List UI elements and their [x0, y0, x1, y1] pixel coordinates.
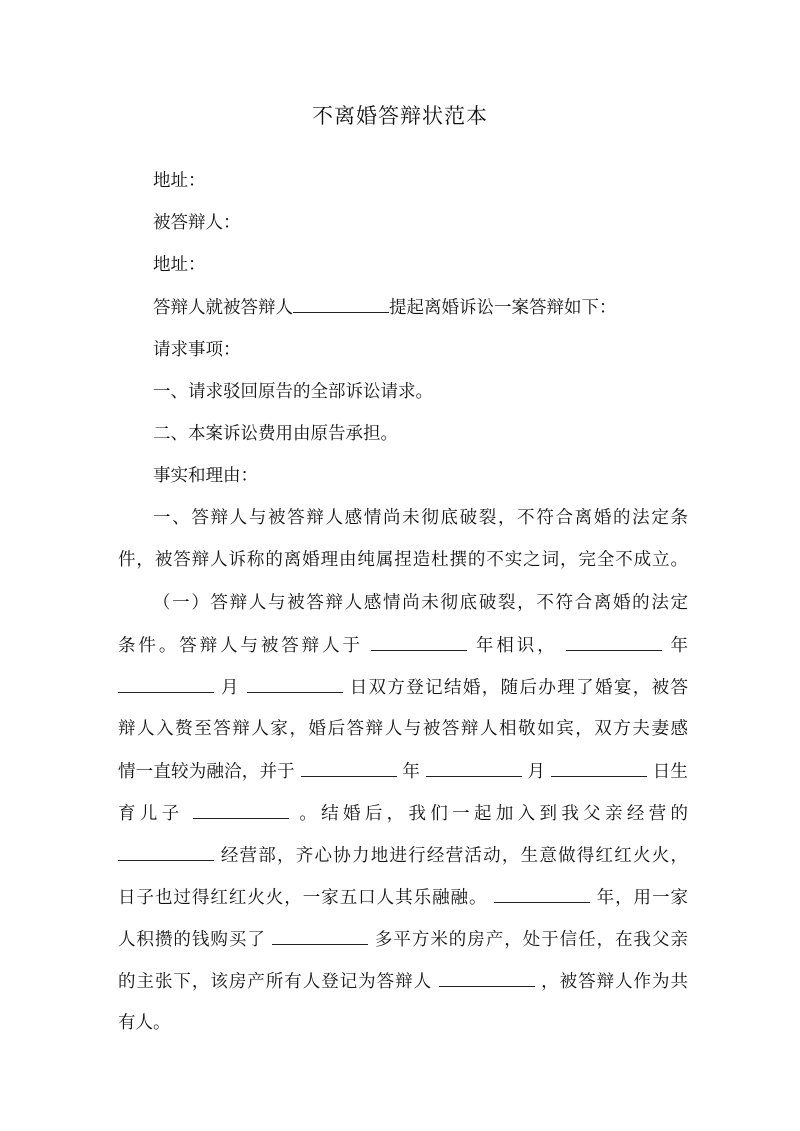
- p2-line6-text-a: 育儿子: [118, 804, 184, 824]
- intro-text-after: 提起离婚诉讼一案答辩如下：: [389, 298, 617, 318]
- p2-line5-text-b: 年: [402, 762, 421, 782]
- facts-p1-line-1: 一、答辩人与被答辩人感情尚未彻底破裂，不符合离婚的法定条: [153, 508, 688, 528]
- facts-p2-line-5: [118, 758, 688, 785]
- p2-line3-text-a: 月: [220, 678, 240, 698]
- p2-line8-text-a: 日子也过得红红火火，一家五口人其乐融融。: [118, 888, 488, 908]
- p2-line6-text-b: 。结婚后，我们一起加入到我父亲经营的: [299, 804, 689, 824]
- p2-line7-text-b: 经营部，齐心协力地进行经营活动，生意做得红红火火，: [220, 846, 688, 866]
- blank-marriage-day: [247, 674, 343, 693]
- facts-p2-line-11: 有人。: [118, 1013, 171, 1033]
- blank-birth-month: [426, 758, 522, 777]
- blank-birth-day: [551, 758, 647, 777]
- blank-purchase-year: [494, 884, 590, 903]
- address-field-2: 地址：: [153, 255, 206, 275]
- blank-birth-year: [301, 758, 397, 777]
- blank-business-name: [118, 842, 214, 861]
- request-item-1: 一、请求驳回原告的全部诉讼请求。: [153, 382, 433, 402]
- p2-line3-text-b: 日双方登记结婚，随后办理了婚宴，被答: [349, 678, 688, 698]
- facts-p2-line-10: [118, 968, 688, 995]
- blank-meeting-year: [371, 632, 467, 651]
- p2-line5-text-a: 情一直较为融洽，并于: [118, 762, 295, 782]
- facts-p2-line-7: [118, 842, 688, 869]
- facts-p2-line-4: 辩人入赘至答辩人家，婚后答辩人与被答辩人相敬如宾，双方夫妻感: [118, 719, 688, 739]
- p2-line8-text-b: 年，用一家: [596, 888, 688, 908]
- p2-line9-text-a: 人积攒的钱购买了: [118, 930, 266, 950]
- facts-heading: 事实和理由：: [153, 466, 258, 486]
- blank-owner-name: [439, 968, 535, 987]
- p2-line10-text-a: 的主张下，该房产所有人登记为答辩人: [118, 972, 433, 992]
- blank-son-name: [193, 800, 289, 819]
- p2-line2-text-a: 条件。答辩人与被答辩人于: [118, 636, 363, 656]
- p2-line10-text-b: ，被答辩人作为共: [541, 972, 688, 992]
- facts-p2-line-1: （一）答辩人与被答辩人感情尚未彻底破裂，不符合离婚的法定: [153, 593, 688, 613]
- blank-property-area: [272, 926, 368, 945]
- facts-p2-line-6: [118, 800, 688, 827]
- respondent-field: 被答辩人：: [153, 213, 241, 233]
- blank-marriage-month: [118, 674, 214, 693]
- address-field-1: 地址：: [153, 171, 206, 191]
- facts-p2-line-3: [118, 674, 688, 701]
- intro-text-before: 答辩人就被答辩人: [153, 298, 293, 318]
- blank-respondent-name: [293, 294, 389, 313]
- document-title: 不离婚答辩状范本: [312, 104, 488, 128]
- p2-line2-text-c: 年: [670, 636, 688, 656]
- requests-heading: 请求事项：: [153, 340, 241, 360]
- p2-line9-text-b: 多平方米的房产，处于信任，在我父亲: [374, 930, 689, 950]
- facts-p2-line-9: [118, 926, 688, 953]
- blank-marriage-year: [566, 632, 662, 651]
- facts-p2-line-2: [118, 632, 688, 659]
- intro-line: [153, 294, 688, 321]
- facts-p1-line-2: 件，被答辩人诉称的离婚理由纯属捏造杜撰的不实之词，完全不成立。: [118, 550, 688, 570]
- request-item-2: 二、本案诉讼费用由原告承担。: [153, 424, 398, 444]
- p2-line5-text-d: 日生: [652, 762, 688, 782]
- p2-line2-text-b: 年相识，: [475, 636, 558, 656]
- p2-line5-text-c: 月: [527, 762, 546, 782]
- facts-p2-line-8: [118, 884, 688, 911]
